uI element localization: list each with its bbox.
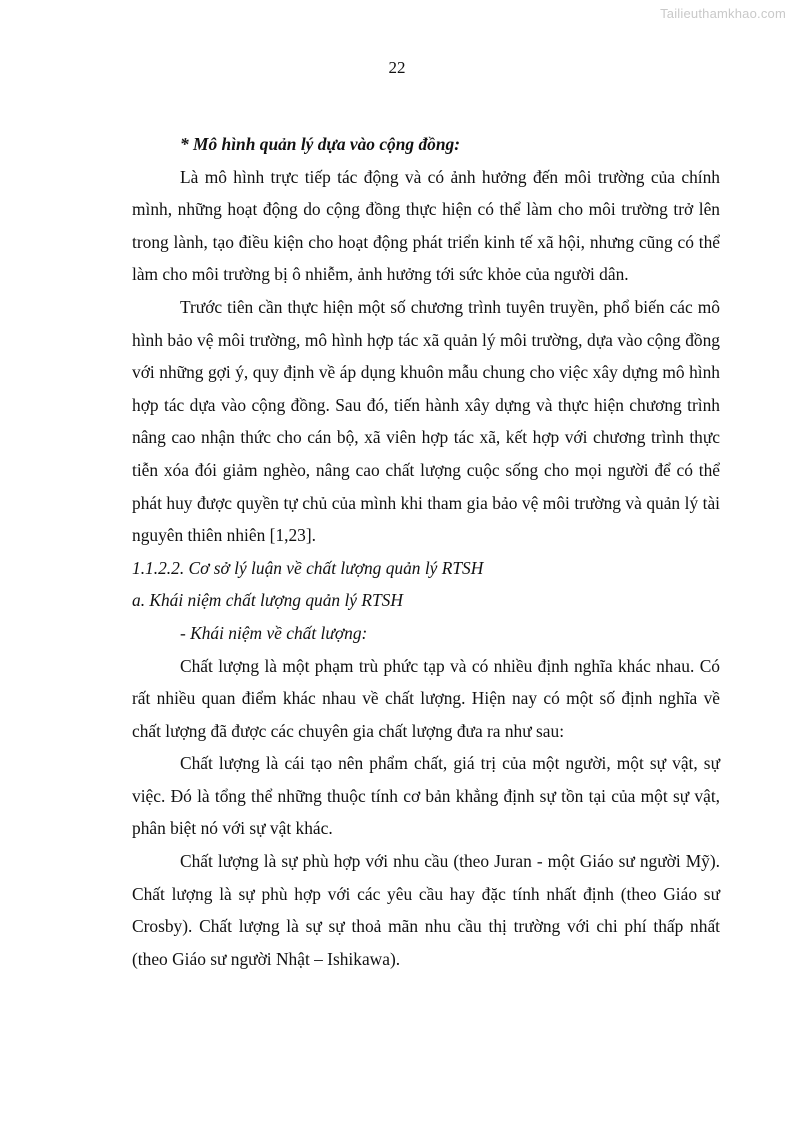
paragraph-quality-nature: Chất lượng là cái tạo nên phẩm chất, giá trị của một người, một sự vật, sự việc. Đó là tổng thể những thuộc tính cơ bản khẳng định sự tồn tại của một sự vật, phân biệt nó với sự vật khác. [132,753,720,839]
page-number: 22 [388,58,406,77]
heading-community-model: * Mô hình quản lý dựa vào cộng đồng: [180,134,461,154]
document-body [132,128,720,975]
watermark: Tailieuthamkhao.com [660,6,786,21]
section-heading-1-1-2-2: 1.1.2.2. Cơ sở lý luận về chất lượng quản lý RTSH [132,557,484,578]
paragraph-propaganda: Trước tiên cần thực hiện một số chương trình tuyên truyền, phổ biến các mô hình bảo vệ môi trường, mô hình hợp tác xã quản lý môi trường, dựa vào cộng đồng với những gợi ý, quy định về áp dụng khuôn mẫu chung cho việc xây dựng mô hình hợp tác dựa vào cộng đồng. Sau đó, tiến hành xây dựng và thực hiện chương trình nâng cao nhận thức cho cán bộ, xã viên hợp tác xã, kết hợp với chương trình thực tiễn xóa đói giảm nghèo, nâng cao chất lượng cuộc sống cho mọi người để có thể phát huy được quyền tự chủ của mình khi tham gia bảo vệ môi trường và quản lý tài nguyên thiên nhiên [1,23]. [132,296,720,546]
paragraph-quality-experts: Chất lượng là sự phù hợp với nhu cầu (theo Juran - một Giáo sư người Mỹ). Chất lượng là sự phù hợp với các yêu cầu hay đặc tính nhất định (theo Giáo sư Crosby). Chất lượng là sự sự thoả mãn nhu cầu thị trường với chi phí thấp nhất (theo Giáo sư người Nhật – Ishikawa). [132,851,720,969]
heading-quality-concept: - Khái niệm về chất lượng: [180,622,368,643]
subheading-a: a. Khái niệm chất lượng quản lý RTSH [132,590,403,611]
paragraph-quality-definitions: Chất lượng là một phạm trù phức tạp và có nhiều định nghĩa khác nhau. Có rất nhiều quan điểm khác nhau về chất lượng. Hiện nay có một số định nghĩa về chất lượng đã được các chuyên gia chất lượng đưa ra như sau: [132,655,720,741]
paragraph-community-model: Là mô hình trực tiếp tác động và có ảnh hưởng đến môi trường của chính mình, những hoạt động do cộng đồng thực hiện có thể làm cho môi trường trở lên trong lành, tạo điều kiện cho hoạt động phát triển kinh tế xã hội, nhưng cũng có thể làm cho môi trường bị ô nhiễm, ảnh hưởng tới sức khỏe của người dân. [132,166,720,285]
